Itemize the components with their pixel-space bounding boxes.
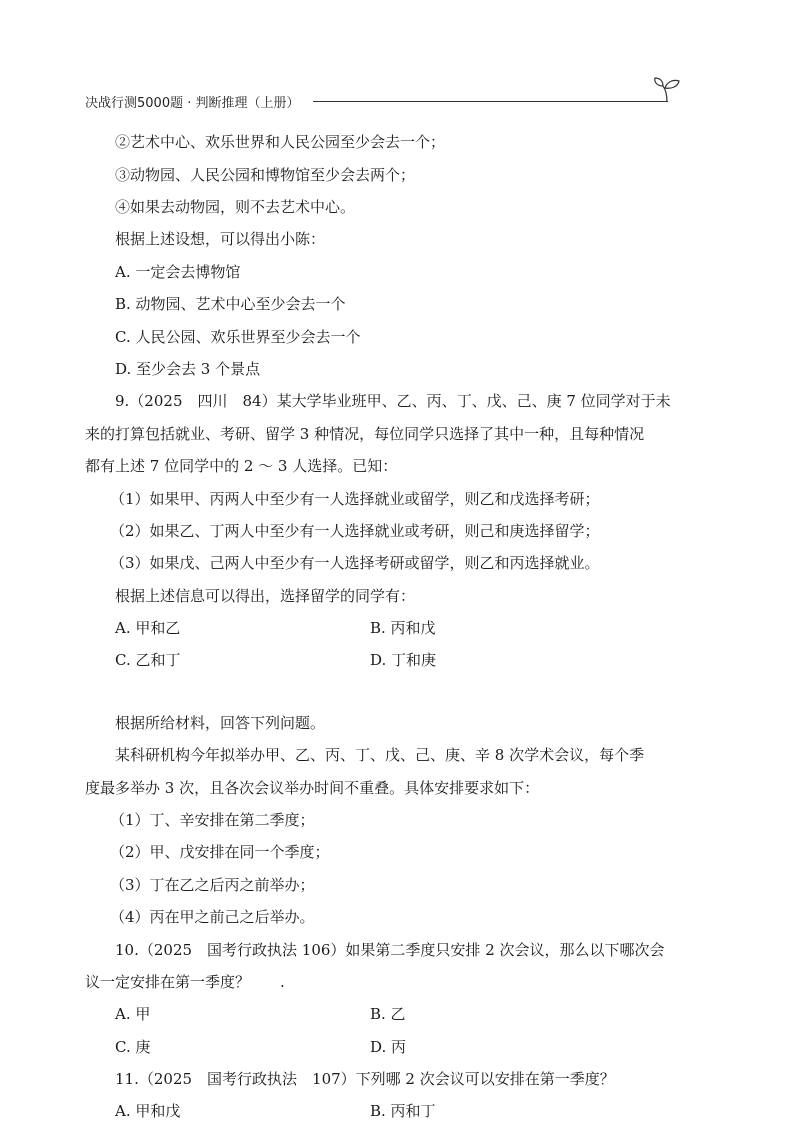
- material-line-1: 某科研机构今年拟举办甲、乙、丙、丁、戊、己、庚、辛 8 次学术会议，每个季: [115, 746, 645, 764]
- sprout-icon: [651, 74, 683, 104]
- option-a: A. 一定会去博物馆: [115, 263, 241, 281]
- material-intro: 根据所给材料，回答下列问题。: [115, 714, 326, 732]
- header-rule: [313, 101, 668, 102]
- material-rule-1: （1）丁、辛安排在第二季度；: [110, 811, 315, 829]
- option-c: C. 人民公园、欢乐世界至少会去一个: [115, 328, 361, 346]
- q9-option-d: D. 丁和庚: [370, 651, 437, 669]
- q10-option-a: A. 甲: [115, 1005, 151, 1023]
- question-10-line-1: 10.（2025 国考行政执法 106）如果第二季度只安排 2 次会议，那么以下哪次会: [115, 941, 665, 959]
- option-b: B. 动物园、艺术中心至少会去一个: [115, 295, 346, 313]
- material-rule-4: （4）丙在甲之前己之后举办。: [110, 908, 315, 926]
- question-9-line-2: 来的打算包括就业、考研、留学 3 种情况，每位同学只选择了其中一种，且每种情况: [85, 425, 645, 443]
- condition-3: ③动物园、人民公园和博物馆至少会去两个；: [115, 166, 416, 184]
- question-9-prompt: 根据上述信息可以得出，选择留学的同学有：: [115, 587, 416, 605]
- q9-option-b: B. 丙和戊: [370, 619, 436, 637]
- question-prompt: 根据上述设想，可以得出小陈：: [115, 230, 326, 248]
- question-9-cond-2: （2）如果乙、丁两人中至少有一人选择就业或考研，则己和庚选择留学；: [110, 522, 600, 540]
- q9-option-c: C. 乙和丁: [115, 651, 181, 669]
- question-9-line-1: 9.（2025 四川 84）某大学毕业班甲、乙、丙、丁、戊、己、庚 7 位同学对于未: [115, 392, 671, 410]
- question-11: 11.（2025 国考行政执法 107）下列哪 2 次会议可以安排在第一季度？: [115, 1070, 615, 1088]
- question-9-line-3: 都有上述 7 位同学中的 2 ～ 3 人选择。已知：: [85, 457, 398, 475]
- q11-option-b: B. 丙和丁: [370, 1102, 436, 1120]
- material-rule-3: （3）丁在乙之后丙之前举办；: [110, 876, 315, 894]
- q9-option-a: A. 甲和乙: [115, 619, 181, 637]
- condition-4: ④如果去动物园，则不去艺术中心。: [115, 198, 356, 216]
- running-header: [85, 84, 685, 114]
- question-10-line-2: 议一定安排在第一季度？ .: [85, 973, 285, 991]
- book-title: 决战行测5000题 · 判断推理（上册）: [85, 96, 300, 111]
- question-9-cond-1: （1）如果甲、丙两人中至少有一人选择就业或留学，则乙和戊选择考研；: [110, 490, 600, 508]
- condition-2: ②艺术中心、欢乐世界和人民公园至少会去一个；: [115, 133, 446, 151]
- material-line-2: 度最多举办 3 次，且各次会议举办时间不重叠。具体安排要求如下：: [85, 779, 540, 797]
- q10-option-d: D. 丙: [370, 1038, 407, 1056]
- q10-option-b: B. 乙: [370, 1005, 406, 1023]
- option-d: D. 至少会去 3 个景点: [115, 360, 261, 378]
- q10-option-c: C. 庚: [115, 1038, 151, 1056]
- q11-option-a: A. 甲和戊: [115, 1102, 181, 1120]
- material-rule-2: （2）甲、戊安排在同一个季度；: [110, 843, 330, 861]
- question-9-cond-3: （3）如果戊、己两人中至少有一人选择考研或留学，则乙和丙选择就业。: [110, 554, 600, 572]
